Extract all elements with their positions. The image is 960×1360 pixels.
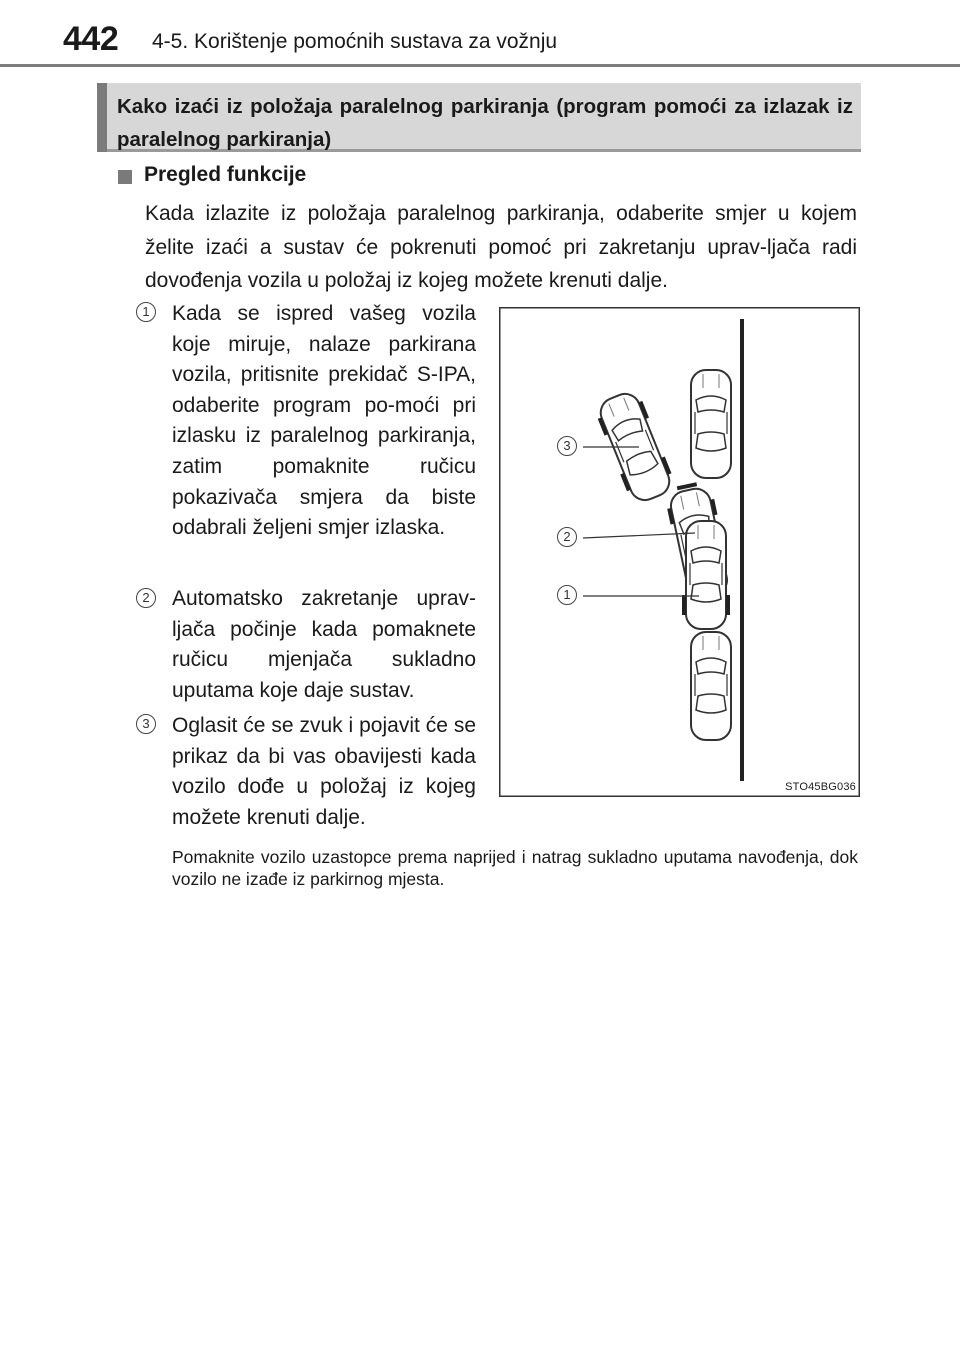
car-position-1 xyxy=(684,521,728,629)
parked-car-rear xyxy=(691,632,731,740)
header-divider xyxy=(0,64,960,67)
step-text-3: Oglasit će se zvuk i pojavit će se prikaz da bi vas obavijesti kada vozilo dođe u položaj iz kojeg možete krenuti dalje. xyxy=(172,714,476,829)
section-title-box xyxy=(97,83,861,152)
callout-3: 3 xyxy=(557,436,577,456)
step-text-1: Kada se ispred vašeg vozila koje miruje, nalaze parkirana vozila, pritisnite prekidač S-IPA, odaberite program po-moći pri izlasku iz paralelnog parkiranja, zatim pomaknite ručicu pokazivača smjera da biste odabrali željeni smjer izlaska. xyxy=(172,302,476,540)
step-text-2: Automatsko zakretanje uprav-ljača počinje kada pomaknete ručicu mjenjača sukladno uputama koje daje sustav. xyxy=(172,587,476,702)
square-bullet-icon xyxy=(118,170,132,184)
parallel-parking-exit-figure xyxy=(499,307,860,797)
callout-1: 1 xyxy=(557,585,577,605)
step-number-1: 1 xyxy=(136,302,156,322)
parking-diagram xyxy=(499,307,860,797)
parked-car-front xyxy=(691,370,731,478)
page-number: 442 xyxy=(63,20,119,58)
subsection-heading-text: Pregled funkcije xyxy=(144,163,307,186)
intro-paragraph: Kada izlazite iz položaja paralelnog parkiranja, odaberite smjer u kojem želite izaći a sustav će pokrenuti pomoć pri zakretanju uprav-ljača radi dovođenja vozila u položaj iz kojeg možete krenuti dalje. xyxy=(145,202,857,292)
figure-code: STO45BG036 xyxy=(785,781,856,793)
section-title: Kako izaći iz položaja paralelnog parkiranja (program pomoći za izlazak iz paralelnog parkiranja) xyxy=(117,95,853,151)
chapter-title: 4-5. Korištenje pomoćnih sustava za vožnju xyxy=(152,30,558,53)
callout-2: 2 xyxy=(557,527,577,547)
step-number-2: 2 xyxy=(136,588,156,608)
section-accent-bar xyxy=(97,83,107,152)
step-number-3: 3 xyxy=(136,714,156,734)
note-text: Pomaknite vozilo uzastopce prema naprijed i natrag sukladno uputama navođenja, dok vozilo ne izađe iz parkirnog mjesta. xyxy=(172,847,858,889)
page-header xyxy=(0,0,960,64)
